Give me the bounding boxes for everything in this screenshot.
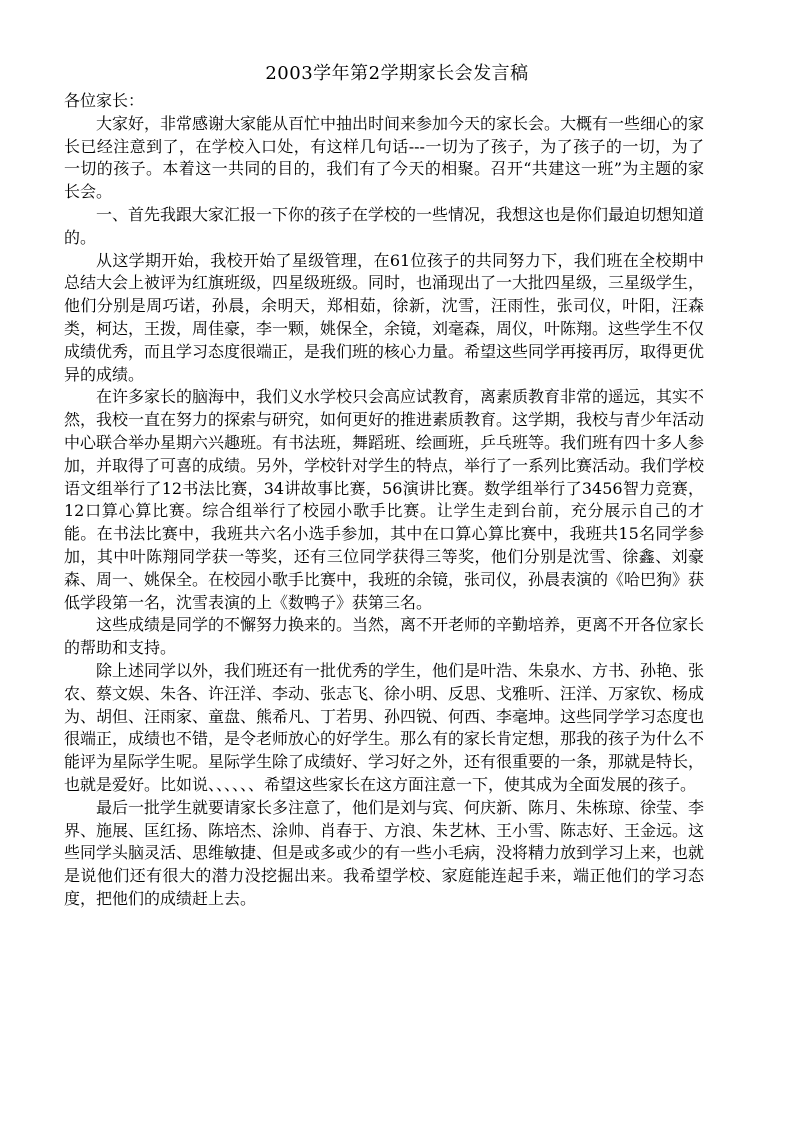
document-title: 2003学年第2学期家长会发言稿 [265,63,529,84]
paragraph-quality-education: 在许多家长的脑海中，我们义水学校只会高应试教育，离素质教育非常的遥远，其实不然，我校一直在努力的探索与研究，如何更好的推进素质教育。这学期，我校与青少年活动中心联合举办星期六兴趣班。有书法班，舞蹈班、绘画班，乒乓班等。我们班有四十多人参加，并取得了可喜的成绩。另外，学校针对学生的特点，举行了一系列比赛活动。我们学校语文组举行了12书法比赛，34讲故事比赛，56演讲比赛。数学组举行了3456智力竞赛，12口算心算比赛。综合组举行了校园小歌手比赛。让学生走到台前，充分展示自己的才能。在书法比赛中，我班共六名小选手参加，其中在口算心算比赛中，我班共15名同学参加，其中叶陈翔同学获一等奖，还有三位同学获得三等奖，他们分别是沈雪、徐鑫、刘豪森、周一、姚保全。在校园小歌手比赛中，我班的余镜，张司仪，孙晨表演的《哈巴狗》获低学段第一名，沈雪表演的上《数鸭子》获第三名。 [64,387,705,612]
paragraph-star-management: 从这学期开始，我校开始了星级管理，在61位孩子的共同努力下，我们班在全校期中总结大会上被评为红旗班级，四星级班级。同时，也涌现出了一大批四星级，三星级学生，他们分别是周巧诺，孙晨，余明天，郑相茹，徐新，沈雪，汪雨性，张司仪，叶阳，汪森类，柯达，王拨，周佳豪，李一颗，姚保全，余镜，刘毫森，周仪，叶陈翔。这些学生不仅成绩优秀，而且学习态度很端正，是我们班的核心力量。希望这些同学再接再厉，取得更优异的成绩。 [64,250,705,384]
paragraph-achievements-thanks: 这些成绩是同学的不懈努力换来的。当然，离不开老师的辛勤培养，更离不开各位家长的帮助和支持。 [64,615,705,658]
paragraph-section-one-intro: 一、首先我跟大家汇报一下你的孩子在学校的一些情况，我想这也是你们最迫切想知道的。 [64,204,705,247]
paragraph-good-students: 除上述同学以外，我们班还有一批优秀的学生，他们是叶浩、朱泉水、方书、孙艳、张农、蔡文娱、朱各、许汪洋、李动、张志飞、徐小明、反思、戈雅听、汪洋、万家钦、杨成为、胡但、汪雨家、童盘、熊希凡、丁若男、孙四锐、何西、李毫坤。这些同学学习态度也很端正，成绩也不错，是令老师放心的好学生。那么有的家长肯定想，那我的孩子为什么不能评为星际学生呢。星际学生除了成绩好、学习好之外，还有很重要的一条，那就是特长，也就是爱好。比如说、、、、、、希望这些家长在这方面注意一下，使其成为全面发展的孩子。 [64,660,705,794]
greeting: 各位家长： [64,91,145,110]
paragraph-opening: 大家好，非常感谢大家能从百忙中抽出时间来参加今天的家长会。大概有一些细心的家长已经注意到了，在学校入口处，有这样几句话---一切为了孩子，为了孩子的一切，为了一切的孩子。本着这一共同的目的，我们有了今天的相聚。召开“共建这一班”为主题的家长会。 [64,113,705,202]
document-body [64,90,704,911]
paragraph-attention-students: 最后一批学生就要请家长多注意了，他们是刘与宾、何庆新、陈月、朱栋琼、徐莹、李界、施展、匡红扬、陈培杰、涂帅、肖春于、方浪、朱艺林、王小雪、陈志好、王金远。这些同学头脑灵活、思维敏捷、但是或多或少的有一些小毛病，没将精力放到学习上来，也就是说他们还有很大的潜力没挖掘出来。我希望学校、家庭能连起手来，端正他们的学习态度，把他们的成绩赶上去。 [64,797,705,908]
